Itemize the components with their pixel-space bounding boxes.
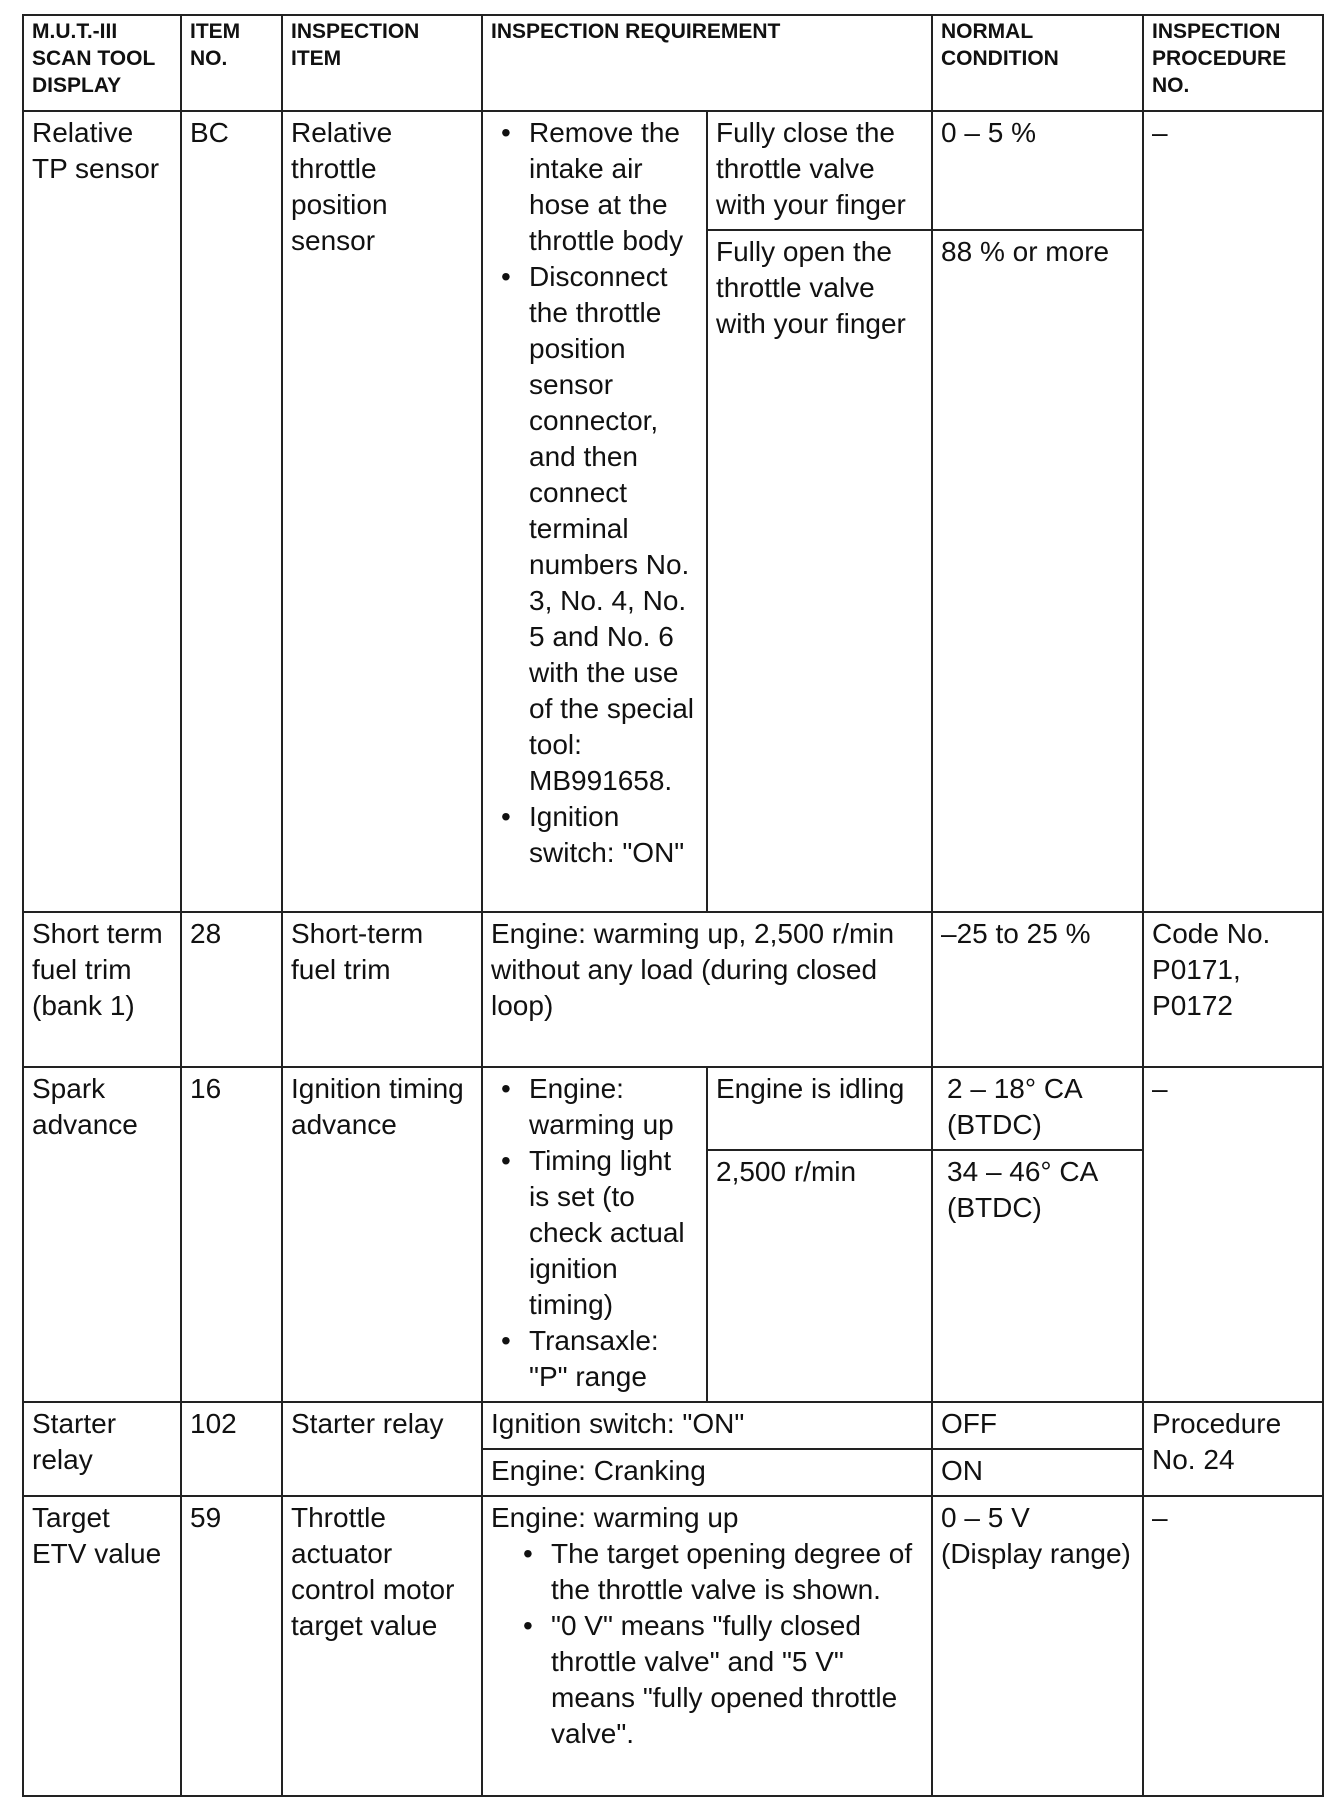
requirement-list: [513, 1536, 923, 1752]
list-item: • Engine: warming up: [491, 1071, 698, 1143]
list-item: • Disconnect the throttle position sensor connector, and then connect terminal numbers No. 3, No. 4, No. 5 and No. 6 with the use of the special tool: MB991658.: [491, 259, 698, 799]
header-normal: NORMAL CONDITION: [932, 15, 1143, 111]
cell-item: Starter relay: [282, 1402, 482, 1496]
cell-requirement: Engine: warming up, 2,500 r/min without any load (during closed loop): [482, 912, 932, 1067]
table-row: [23, 1402, 1323, 1449]
header-display: M.U.T.-III SCAN TOOL DISPLAY: [23, 15, 181, 111]
cell-item-no: 16: [181, 1067, 282, 1402]
cell-item: Short-term fuel trim: [282, 912, 482, 1067]
cell-normal: –25 to 25 %: [932, 912, 1143, 1067]
table-row: [23, 111, 1323, 230]
cell-procedure: Code No. P0171, P0172: [1143, 912, 1323, 1067]
requirement-list: [491, 115, 698, 871]
header-item-no: ITEM NO.: [181, 15, 282, 111]
cell-procedure: –: [1143, 1496, 1323, 1796]
cell-item-no: 102: [181, 1402, 282, 1496]
cell-normal: 34 – 46° CA (BTDC): [932, 1150, 1143, 1402]
list-item: • Transaxle: "P" range: [491, 1323, 698, 1395]
cell-requirement: [482, 1067, 707, 1402]
cell-display: Relative TP sensor: [23, 111, 181, 912]
cell-item-no: 28: [181, 912, 282, 1067]
cell-normal: 88 % or more: [932, 230, 1143, 912]
cell-item-no: 59: [181, 1496, 282, 1796]
list-item: • Remove the intake air hose at the throttle body: [491, 115, 698, 259]
cell-condition: 2,500 r/min: [707, 1150, 932, 1402]
cell-item: Ignition timing advance: [282, 1067, 482, 1402]
table-row: [23, 1067, 1323, 1150]
header-procedure: INSPECTION PROCEDURE NO.: [1143, 15, 1323, 111]
cell-condition: Fully close the throttle valve with your finger: [707, 111, 932, 230]
cell-procedure: –: [1143, 111, 1323, 912]
table-row: [23, 1496, 1323, 1796]
cell-procedure: Procedure No. 24: [1143, 1402, 1323, 1496]
cell-normal: 0 – 5 V (Display range): [932, 1496, 1143, 1796]
cell-normal: OFF: [932, 1402, 1143, 1449]
cell-condition: Ignition switch: "ON": [482, 1402, 932, 1449]
requirement-list: [491, 1071, 698, 1395]
cell-normal: 2 – 18° CA (BTDC): [932, 1067, 1143, 1150]
list-item: • Timing light is set (to check actual ignition timing): [491, 1143, 698, 1323]
cell-condition: Engine: Cranking: [482, 1449, 932, 1496]
header-row: [23, 15, 1323, 111]
cell-display: Starter relay: [23, 1402, 181, 1496]
cell-display: Short term fuel trim (bank 1): [23, 912, 181, 1067]
cell-requirement: [482, 111, 707, 912]
requirement-lead: Engine: warming up: [491, 1502, 739, 1533]
header-item: INSPECTION ITEM: [282, 15, 482, 111]
list-item: • The target opening degree of the throttle valve is shown.: [513, 1536, 923, 1608]
table-row: [23, 912, 1323, 1067]
list-item: • Ignition switch: "ON": [491, 799, 698, 871]
cell-procedure: –: [1143, 1067, 1323, 1402]
cell-item-no: BC: [181, 111, 282, 912]
cell-display: Spark advance: [23, 1067, 181, 1402]
cell-normal: ON: [932, 1449, 1143, 1496]
cell-item: Relative throttle position sensor: [282, 111, 482, 912]
header-requirement: INSPECTION REQUIREMENT: [482, 15, 932, 111]
cell-item: Throttle actuator control motor target value: [282, 1496, 482, 1796]
cell-display: Target ETV value: [23, 1496, 181, 1796]
cell-condition: Fully open the throttle valve with your finger: [707, 230, 932, 912]
cell-requirement: [482, 1496, 932, 1796]
cell-normal: 0 – 5 %: [932, 111, 1143, 230]
list-item: • "0 V" means "fully closed throttle valve" and "5 V" means "fully opened throttle valve".: [513, 1608, 923, 1752]
cell-condition: Engine is idling: [707, 1067, 932, 1150]
inspection-table: [22, 14, 1324, 1797]
